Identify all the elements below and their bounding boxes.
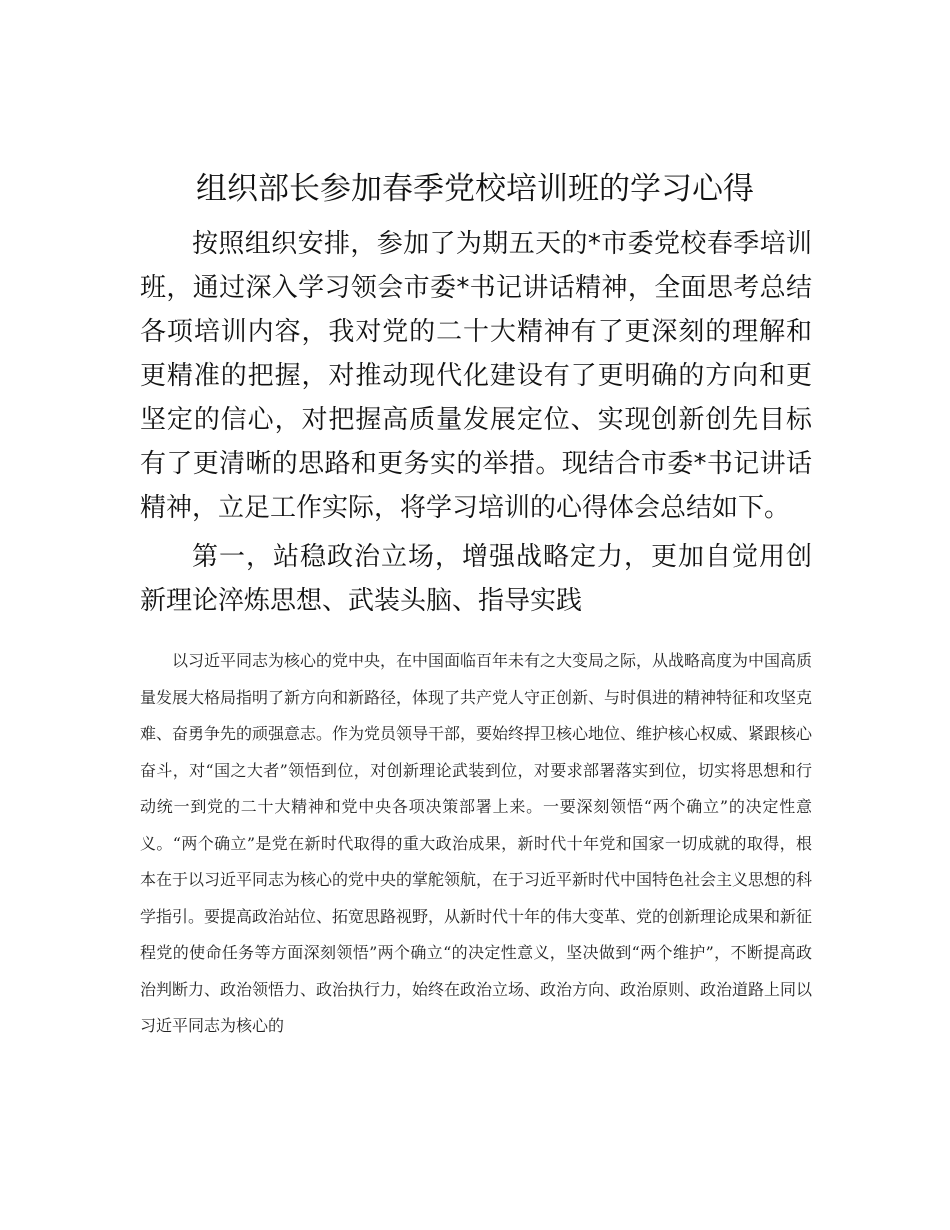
intro-paragraph: 按照组织安排，参加了为期五天的*市委党校春季培训班，通过深入学习领会市委*书记讲话精神，全面思考总结各项培训内容，我对党的二十大精神有了更深刻的理解和更精准的把握，对推动现代化建设有了更明确的方向和更坚定的信心，对把握高质量发展定位、实现创新创先目标有了更清晰的思路和更务实的举措。现结合市委*书记讲话精神，立足工作实际，将学习培训的心得体会总结如下。 bbox=[140, 229, 812, 523]
body-paragraph: 以习近平同志为核心的党中央，在中国面临百年未有之大变局之际，从战略高度为中国高质量发展大格局指明了新方向和新路径，体现了共产党人守正创新、与时俱进的精神特征和攻坚克难、奋勇争先的顽强意志。作为党员领导干部，要始终捍卫核心地位、维护核心权威、紧跟核心奋斗，对“国之大者”领悟到位，对创新理论武装到位，对要求部署落实到位，切实将思想和行动统一到党的二十大精神和党中央各项决策部署上来。一要深刻领悟“两个确立”的决定性意义。“两个确立”是党在新时代取得的重大政治成果，新时代十年党和国家一切成就的取得，根本在于以习近平同志为核心的党中央的掌舵领航，在于习近平新时代中国特色社会主义思想的科学指引。要提高政治站位、拓宽思路视野，从新时代十年的伟大变革、党的创新理论成果和新征程党的使命任务等方面深刻领悟”两个确立“的决定性意义，坚决做到“两个维护”，不断提高政治判断力、政治领悟力、政治执行力，始终在政治立场、政治方向、政治原则、政治道路上同以习近平同志为核心的 bbox=[140, 651, 813, 1035]
section-heading: 第一，站稳政治立场，增强战略定力，更加自觉用创新理论淬炼思想、武装头脑、指导实践 bbox=[140, 542, 812, 616]
document-title: 组织部长参加春季党校培训班的学习心得 bbox=[196, 171, 754, 207]
